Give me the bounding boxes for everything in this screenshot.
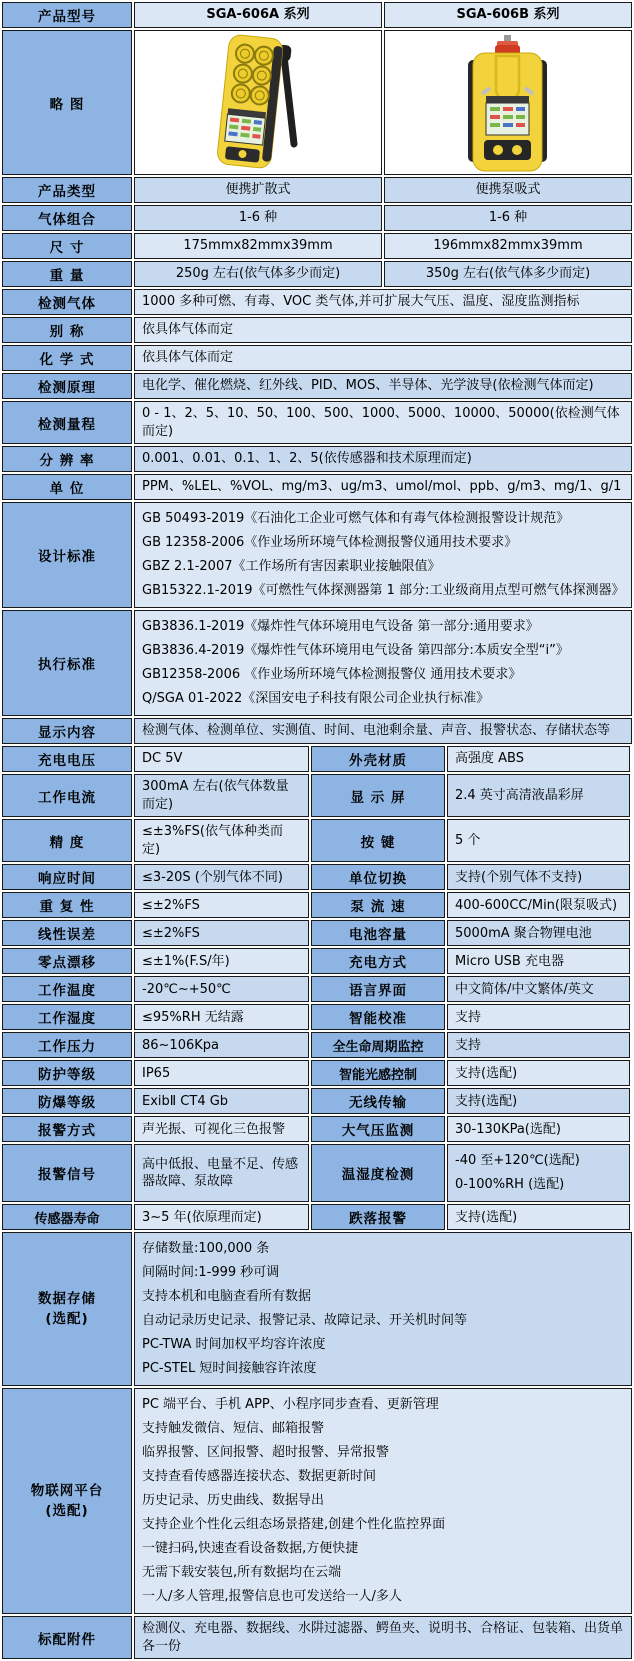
row-label: [2, 1388, 132, 1614]
row-label: 报警方式: [2, 1116, 132, 1142]
storage-line: PC-TWA 时间加权平均容许浓度: [142, 1337, 326, 1353]
row-value: ≤±3%FS(依气体种类而定): [134, 819, 309, 862]
row-label: 智能校准: [311, 1004, 445, 1030]
spec-row: [2, 373, 632, 399]
product-model-row: [2, 2, 632, 28]
row-value: 检测气体、检测单位、实测值、时间、电池剩余量、声音、报警状态、存储状态等: [134, 718, 632, 744]
iot-line: 支持企业个性化云组态场景搭建,创建个性化监控界面: [142, 1517, 446, 1533]
spec-row: [2, 819, 632, 862]
row-label: 化 学 式: [2, 345, 132, 371]
row-value: ≤±2%FS: [134, 892, 309, 918]
row-label: 尺 寸: [2, 233, 132, 259]
row-value: 支持(个别气体不支持): [447, 864, 630, 890]
row-value: 300mA 左右(依气体数量而定): [134, 774, 309, 817]
spec-row: [2, 401, 632, 444]
row-value: 1000 多种可燃、有毒、VOC 类气体,并可扩展大气压、温度、湿度监测指标: [134, 289, 632, 315]
storage-line: 支持本机和电脑查看所有数据: [142, 1289, 312, 1305]
spec-row: [2, 892, 632, 918]
row-value: 电化学、催化燃烧、红外线、PID、MOS、半导体、光学波导(依检测气体而定): [134, 373, 632, 399]
storage-line: PC-STEL 短时间接触容许浓度: [142, 1361, 317, 1377]
row-value: [134, 1388, 632, 1614]
row-label: 充电方式: [311, 948, 445, 974]
spec-row: [2, 205, 632, 231]
row-value: 依具体气体而定: [134, 317, 632, 343]
standard-line: GB15322.1-2019《可燃性气体探测器第 1 部分:工业级商用点型可燃气体探测器》: [142, 583, 625, 599]
row-label: 执行标准: [2, 610, 132, 716]
row-label: 按 键: [311, 819, 445, 862]
row-label: 显示内容: [2, 718, 132, 744]
row-value: 400-600CC/Min(限泵吸式): [447, 892, 630, 918]
value-a: 1-6 种: [134, 205, 382, 231]
display-content-row: [2, 718, 632, 744]
row-label: 防护等级: [2, 1060, 132, 1086]
design-standard-row: [2, 502, 632, 608]
row-value: Micro USB 充电器: [447, 948, 630, 974]
value-a: 175mmx82mmx39mm: [134, 233, 382, 259]
row-value: 支持(选配): [447, 1060, 630, 1086]
row-label: 工作湿度: [2, 1004, 132, 1030]
row-value: ≤95%RH 无结露: [134, 1004, 309, 1030]
value-line: -40 至+120℃(选配): [455, 1153, 580, 1169]
iot-line: 一人/多人管理,报警信息也可发送给一人/多人: [142, 1589, 402, 1605]
row-label: 显 示 屏: [311, 774, 445, 817]
spec-row: [2, 233, 632, 259]
row-label-sketch: 略 图: [2, 30, 132, 175]
row-label: 产品类型: [2, 177, 132, 203]
row-value: 支持: [447, 1032, 630, 1058]
sketch-row: [2, 30, 632, 175]
row-value: 3~5 年(依原理而定): [134, 1204, 309, 1230]
row-value: DC 5V: [134, 746, 309, 772]
row-value: 86~106Kpa: [134, 1032, 309, 1058]
row-label: 温湿度检测: [311, 1144, 445, 1202]
gas-detector-diffusion-illustration: [195, 32, 321, 173]
row-value: 支持(选配): [447, 1088, 630, 1114]
series-b-header: SGA-606B 系列: [384, 2, 632, 28]
row-label: 精 度: [2, 819, 132, 862]
row-label: 外壳材质: [311, 746, 445, 772]
row-value: 5000mA 聚合物锂电池: [447, 920, 630, 946]
row-label: 零点漂移: [2, 948, 132, 974]
value-b: 1-6 种: [384, 205, 632, 231]
exec-standard-row: [2, 610, 632, 716]
spec-row: [2, 976, 632, 1002]
value-a: 便携扩散式: [134, 177, 382, 203]
row-label: 单位切换: [311, 864, 445, 890]
row-value: 支持(选配): [447, 1204, 630, 1230]
row-label-line: (选配): [45, 1311, 89, 1328]
row-label: 泵 流 速: [311, 892, 445, 918]
row-value: 检测仪、充电器、数据线、水阱过滤器、鳄鱼夹、说明书、合格证、包装箱、出货单各一份: [134, 1616, 632, 1659]
row-label: 标配附件: [2, 1616, 132, 1659]
spec-row: [2, 1060, 632, 1086]
row-value: 2.4 英寸高清液晶彩屏: [447, 774, 630, 817]
row-value: 高中低报、电量不足、传感器故障、泵故障: [134, 1144, 309, 1202]
row-value: 0 - 1、2、5、10、50、100、500、1000、5000、10000、50000(依检测气体而定): [134, 401, 632, 444]
storage-line: 存储数量:100,000 条: [142, 1241, 270, 1257]
row-label: 重 量: [2, 261, 132, 287]
row-label-line: (选配): [45, 1503, 89, 1520]
iot-line: 支持触发微信、短信、邮箱报警: [142, 1421, 325, 1437]
row-label: 无线传输: [311, 1088, 445, 1114]
value-b: 便携泵吸式: [384, 177, 632, 203]
row-label: 重 复 性: [2, 892, 132, 918]
iot-line: 支持查看传感器连接状态、数据更新时间: [142, 1469, 377, 1485]
standard-line: GB3836.1-2019《爆炸性气体环境用电气设备 第一部分:通用要求》: [142, 619, 539, 635]
row-value: 支持: [447, 1004, 630, 1030]
row-label: 检测原理: [2, 373, 132, 399]
row-label: 设计标准: [2, 502, 132, 608]
row-label: 跌落报警: [311, 1204, 445, 1230]
row-label: 智能光感控制: [311, 1060, 445, 1086]
spec-row: [2, 1032, 632, 1058]
accessories-row: [2, 1616, 632, 1659]
spec-row: [2, 1204, 632, 1230]
iot-line: PC 端平台、手机 APP、小程序同步查看、更新管理: [142, 1397, 439, 1413]
spec-row: [2, 345, 632, 371]
iot-line: 历史记录、历史曲线、数据导出: [142, 1493, 325, 1509]
iot-line: 临界报警、区间报警、超时报警、异常报警: [142, 1445, 390, 1461]
spec-row: [2, 177, 632, 203]
spec-row: [2, 261, 632, 287]
row-label-product-model: 产品型号: [2, 2, 132, 28]
value-b: 350g 左右(依气体多少而定): [384, 261, 632, 287]
row-value: 中文简体/中文繁体/英文: [447, 976, 630, 1002]
spec-row: [2, 289, 632, 315]
row-value: [447, 1144, 630, 1202]
row-label: 报警信号: [2, 1144, 132, 1202]
row-label-line: 物联网平台: [30, 1483, 104, 1500]
row-label: 响应时间: [2, 864, 132, 890]
row-label: 充电电压: [2, 746, 132, 772]
spec-row: [2, 474, 632, 500]
row-value: [134, 610, 632, 716]
row-label: 工作电流: [2, 774, 132, 817]
gas-detector-pump-illustration: [448, 32, 568, 173]
row-label: 分 辨 率: [2, 446, 132, 472]
spec-row: [2, 746, 632, 772]
row-value: 30-130KPa(选配): [447, 1116, 630, 1142]
row-label-line: 数据存储: [38, 1291, 96, 1308]
row-value: [134, 502, 632, 608]
standard-line: Q/SGA 01-2022《深国安电子科技有限公司企业执行标准》: [142, 691, 490, 707]
spec-row: [2, 920, 632, 946]
standard-line: GB3836.4-2019《爆炸性气体环境用电气设备 第四部分:本质安全型“i”》: [142, 643, 569, 659]
row-value: PPM、%LEL、%VOL、mg/m3、ug/m3、umol/mol、ppb、g/m3、mg/1、g/1: [134, 474, 632, 500]
row-value: ≤3-20S (个别气体不同): [134, 864, 309, 890]
iot-platform-row: [2, 1388, 632, 1614]
row-label: 工作压力: [2, 1032, 132, 1058]
row-value: -20℃~+50℃: [134, 976, 309, 1002]
row-label: 全生命周期监控: [311, 1032, 445, 1058]
row-value: IP65: [134, 1060, 309, 1086]
row-label: 单 位: [2, 474, 132, 500]
row-value: 高强度 ABS: [447, 746, 630, 772]
iot-line: 无需下载安装包,所有数据均在云端: [142, 1565, 342, 1581]
row-label: 工作温度: [2, 976, 132, 1002]
row-value: 5 个: [447, 819, 630, 862]
iot-line: 一键扫码,快速查看设备数据,方便快捷: [142, 1541, 359, 1557]
alarm-signal-row: [2, 1144, 632, 1202]
standard-line: GB 12358-2006《作业场所环境气体检测报警仪通用技术要求》: [142, 535, 518, 551]
row-value: 0.001、0.01、0.1、1、2、5(依传感器和技术原理而定): [134, 446, 632, 472]
row-label: 传感器寿命: [2, 1204, 132, 1230]
device-b-image: [384, 30, 632, 175]
row-value: 依具体气体而定: [134, 345, 632, 371]
row-value: [134, 1232, 632, 1386]
row-label: 大气压监测: [311, 1116, 445, 1142]
storage-line: 间隔时间:1-999 秒可调: [142, 1265, 280, 1281]
standard-line: GB12358-2006 《作业场所环境气体检测报警仪 通用技术要求》: [142, 667, 522, 683]
data-storage-row: [2, 1232, 632, 1386]
value-b: 196mmx82mmx39mm: [384, 233, 632, 259]
spec-row: [2, 1004, 632, 1030]
row-label: 语言界面: [311, 976, 445, 1002]
series-a-header: SGA-606A 系列: [134, 2, 382, 28]
storage-line: 自动记录历史记录、报警记录、故障记录、开关机时间等: [142, 1313, 468, 1329]
row-value: 声光振、可视化三色报警: [134, 1116, 309, 1142]
row-value: ≤±2%FS: [134, 920, 309, 946]
value-a: 250g 左右(依气体多少而定): [134, 261, 382, 287]
row-label: 电池容量: [311, 920, 445, 946]
row-label: 检测气体: [2, 289, 132, 315]
row-value: ExibⅡ CT4 Gb: [134, 1088, 309, 1114]
row-label: 防爆等级: [2, 1088, 132, 1114]
spec-row: [2, 1116, 632, 1142]
row-label: 检测量程: [2, 401, 132, 444]
row-label: 气体组合: [2, 205, 132, 231]
row-value: ≤±1%(F.S/年): [134, 948, 309, 974]
spec-row: [2, 446, 632, 472]
row-label: 别 称: [2, 317, 132, 343]
spec-row: [2, 864, 632, 890]
standard-line: GB 50493-2019《石油化工企业可燃气体和有毒气体检测报警设计规范》: [142, 511, 570, 527]
row-label: 线性误差: [2, 920, 132, 946]
standard-line: GBZ 2.1-2007《工作场所有害因素职业接触限值》: [142, 559, 441, 575]
spec-row: [2, 317, 632, 343]
spec-row: [2, 1088, 632, 1114]
device-a-image: [134, 30, 382, 175]
value-line: 0-100%RH (选配): [455, 1177, 565, 1193]
spec-row: [2, 948, 632, 974]
row-label: [2, 1232, 132, 1386]
spec-row: [2, 774, 632, 817]
